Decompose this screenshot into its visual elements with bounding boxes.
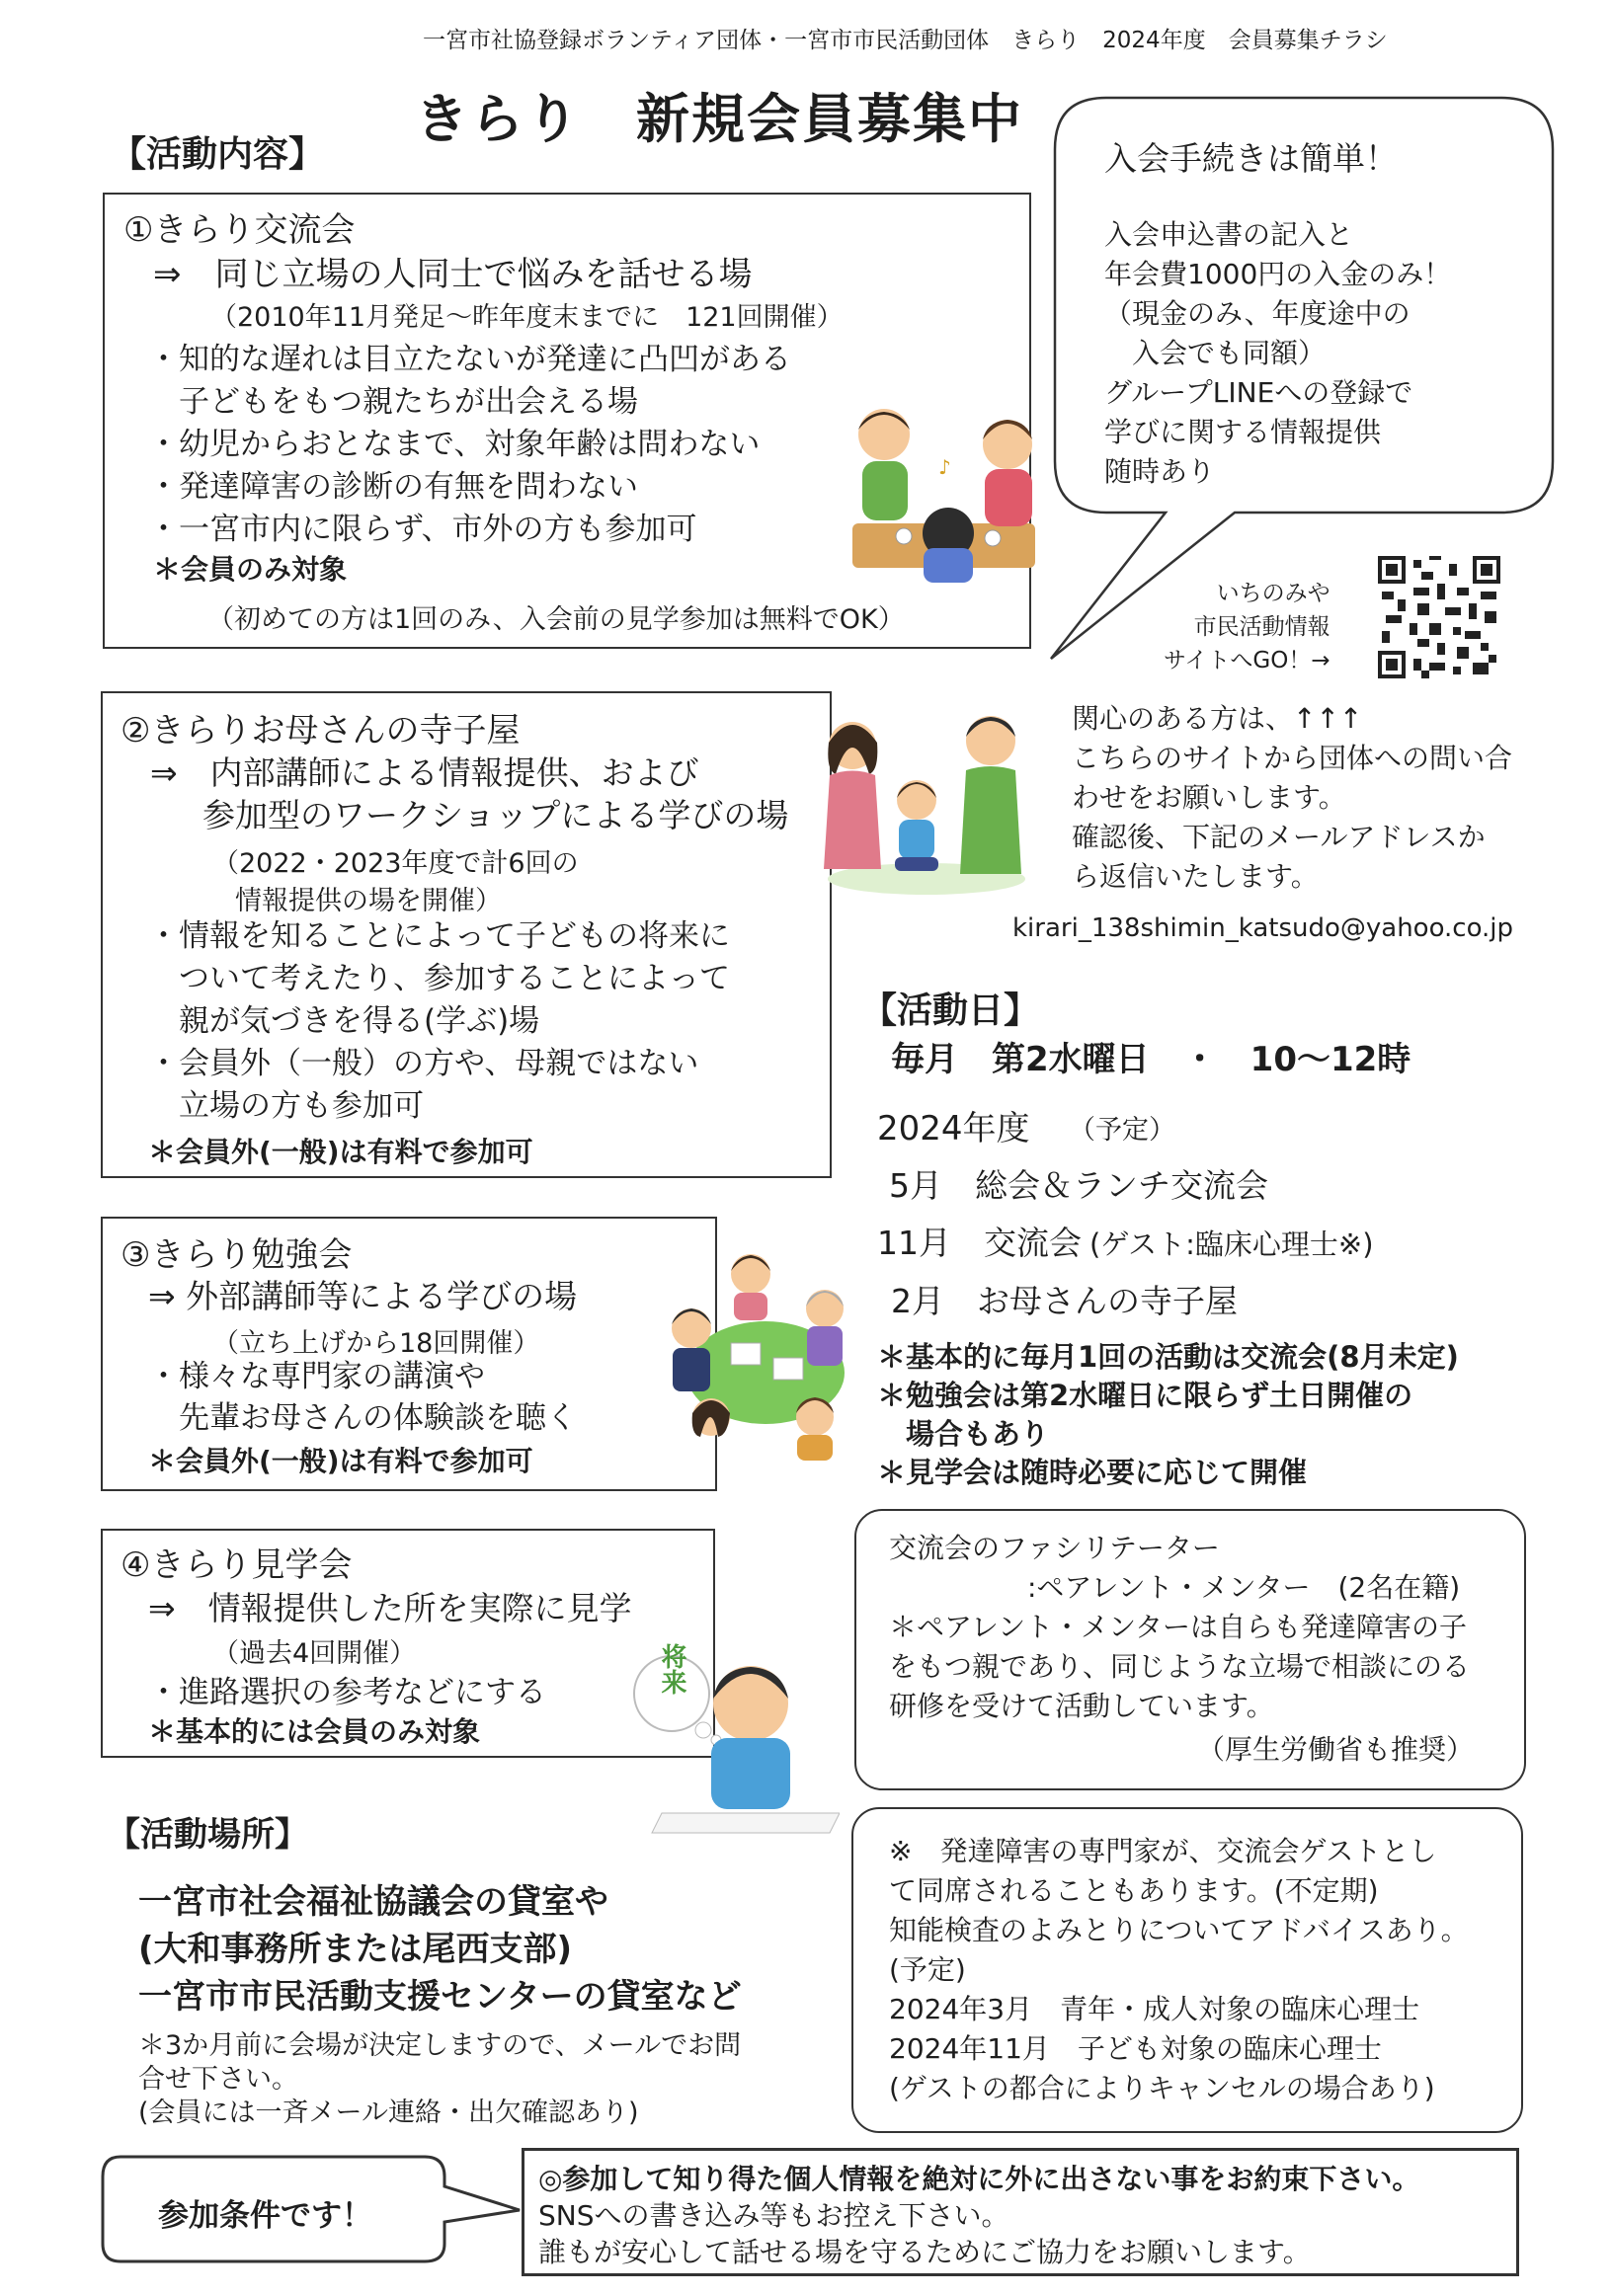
- guest-lines: [889, 1832, 1469, 2108]
- guest-line: (ゲストの都合によりキャンセルの場合あり): [889, 2072, 1435, 2104]
- schedule-year: 2024年度: [877, 1109, 1030, 1148]
- contact-line: こちらのサイトから団体への問い合: [1072, 742, 1513, 774]
- contact-line: 確認後、下記のメールアドレスか: [1072, 821, 1486, 853]
- activity-3-line: ・様々な専門家の講演や: [148, 1359, 485, 1394]
- activity-2-line: ・会員外（一般）の方や、母親ではない: [148, 1046, 699, 1081]
- qr-caption-line: いちのみや: [1216, 581, 1330, 606]
- activity-2-line: 立場の方も参加可: [148, 1088, 424, 1124]
- speech-line: 入会申込書の記入と: [1104, 218, 1354, 251]
- venue-notes: [138, 2029, 741, 2130]
- conditions-line-2: SNSへの書き込み等もお控え下さい。: [538, 2199, 1009, 2232]
- activity-4-sub: （過去4回開催）: [212, 1638, 417, 1669]
- schedule-note: 場合もあり: [877, 1417, 1050, 1451]
- activity-2-title: ②きらりお母さんの寺子屋: [121, 711, 521, 751]
- schedule-year-note: （予定）: [1069, 1115, 1175, 1146]
- activity-3-arrow: ⇒ 外部講師等による学びの場: [148, 1277, 578, 1315]
- schedule-item-nov: 11月 交流会: [877, 1224, 1082, 1262]
- activity-2-sub-1: （2022・2023年度で計6回の: [212, 848, 579, 879]
- schedule-guest-note: (ゲスト:臨床心理士※): [1089, 1227, 1374, 1261]
- activity-2-note: ＊会員外(一般)は有料で参加可: [148, 1136, 533, 1168]
- schedule-note: ＊勉強会は第2水曜日に限らず土日開催の: [877, 1379, 1413, 1412]
- activity-1-arrow: ⇒ 同じ立場の人同士で悩みを話せる場: [153, 255, 753, 294]
- venue-note: 合せ下さい。: [138, 2064, 298, 2095]
- qr-caption: [1164, 577, 1330, 677]
- activity-2-arrow-2: 参加型のワークショップによる学びの場: [202, 796, 789, 834]
- activity-1-line: （2010年11月発足～昨年度末までに 121回開催）: [210, 302, 844, 333]
- contact-line: わせをお願いします。: [1072, 781, 1346, 814]
- contact-email[interactable]: kirari_138shimin_katsudo@yahoo.co.jp: [1012, 913, 1514, 943]
- facilitator-line: :ペアレント・メンター (2名在籍): [889, 1571, 1461, 1604]
- venue-lines: [138, 1878, 742, 2020]
- venue-note: (会員には一斉メール連絡・出欠確認あり): [138, 2098, 639, 2128]
- schedule-heading: 【活動日】: [861, 990, 1040, 1031]
- guest-line: 知能検査のよみとりについてアドバイスあり。: [889, 1914, 1469, 1946]
- schedule-note: ＊基本的に毎月1回の活動は交流会(8月未定): [877, 1340, 1459, 1374]
- venue-line: 一宮市社会福祉協議会の貸室や: [138, 1882, 608, 1922]
- venue-line: 一宮市市民活動支援センターの貸室など: [138, 1977, 742, 2017]
- guest-line: (予定): [889, 1953, 966, 1986]
- venue-line: (大和事務所または尾西支部): [138, 1930, 573, 1969]
- guest-line: 2024年3月 青年・成人対象の臨床心理士: [889, 1993, 1420, 2025]
- people-talking-illustration: [845, 400, 1047, 583]
- speech-line: 随時あり: [1104, 455, 1216, 488]
- activity-1-lines: [148, 296, 844, 551]
- speech-line: （現金のみ、年度途中の: [1104, 297, 1410, 330]
- facilitator-line: をもつ親であり、同じような立場で相談にのる: [889, 1650, 1471, 1683]
- conditions-line-3: 誰もが安心して話せる場を守るためにご協力をお願いします。: [538, 2236, 1311, 2268]
- activity-4-line: ・進路選択の参考などにする: [148, 1675, 546, 1710]
- activity-3-sub: （立ち上げから18回開催）: [212, 1328, 540, 1359]
- future-bubble-text: 将来: [657, 1643, 686, 1695]
- activity-2-line: 親が気づきを得る(学ぶ)場: [148, 1003, 540, 1039]
- family-sitting-illustration: [818, 701, 1030, 899]
- activity-1-line: ・一宮市内に限らず、市外の方も参加可: [148, 512, 697, 547]
- activity-4-arrow: ⇒ 情報提供した所を実際に見学: [148, 1589, 632, 1627]
- qr-code-icon[interactable]: [1378, 556, 1500, 678]
- activity-1-line: ・知的な遅れは目立たないが発達に凸凹がある: [148, 342, 791, 377]
- activity-1-sub: （初めての方は1回のみ、入会前の見学参加は無料でOK）: [207, 604, 905, 635]
- venue-note: ＊3か月前に会場が決定しますので、メールでお問: [138, 2030, 742, 2061]
- schedule-notes: [877, 1338, 1459, 1492]
- speech-line: 入会でも同額）: [1104, 337, 1327, 369]
- activity-4-note: ＊基本的には会員のみ対象: [148, 1715, 481, 1748]
- top-line: 一宮市社協登録ボランティア団体・一宮市市民活動団体 きらり 2024年度 会員募集チラシ: [423, 28, 1388, 53]
- contact-line: 関心のある方は、↑↑↑: [1072, 702, 1363, 735]
- facilitator-line: 交流会のファシリテーター: [889, 1532, 1220, 1564]
- activity-3-title: ③きらり勉強会: [121, 1235, 353, 1275]
- activity-2-sub-2: 情報提供の場を開催）: [235, 886, 502, 916]
- guest-line: て同席されることもあります。(不定期): [889, 1874, 1379, 1907]
- thinking-person-illustration: [632, 1639, 840, 1847]
- speech-line: グループLINEへの登録で: [1104, 376, 1413, 409]
- study-group-illustration: [657, 1249, 864, 1462]
- speech-line: 年会費1000円の入金のみ！: [1104, 258, 1452, 290]
- activity-1-note: ＊会員のみ対象: [153, 553, 348, 586]
- speech-line: 学びに関する情報提供: [1104, 416, 1382, 448]
- activity-2-line: ・情報を知ることによって子どもの将来に: [148, 918, 730, 954]
- activity-3-line: 先輩お母さんの体験談を聴く: [148, 1400, 577, 1436]
- contact-text: [1072, 699, 1512, 897]
- schedule-main: 毎月 第2水曜日 ・ 10～12時: [891, 1040, 1411, 1079]
- activity-1-line: ・幼児からおとなまで、対象年齢は問わない: [148, 427, 761, 462]
- venue-heading: 【活動場所】: [107, 1815, 308, 1855]
- activity-1-line: ・発達障害の診断の有無を問わない: [148, 469, 638, 505]
- svg-text:♪: ♪: [938, 455, 951, 479]
- activity-heading: 【活動内容】: [111, 134, 325, 175]
- guest-line: ※ 発達障害の専門家が、交流会ゲストとし: [889, 1835, 1437, 1867]
- conditions-line-1: ◎参加して知り得た個人情報を絶対に外に出さない事をお約束下さい。: [538, 2163, 1420, 2195]
- schedule-note: ＊見学会は随時必要に応じて開催: [877, 1456, 1308, 1489]
- activity-1-title: ①きらり交流会: [123, 210, 356, 250]
- activity-2-line: ついて考えたり、参加することによって: [148, 961, 730, 996]
- qr-caption-line: サイトへGO！→: [1164, 648, 1330, 673]
- facilitator-last: （厚生労働省も推奨）: [1197, 1733, 1475, 1766]
- activity-1-line: 子どもをもつ親たちが出会える場: [148, 384, 638, 420]
- activity-4-title: ④きらり見学会: [121, 1545, 353, 1585]
- contact-line: ら返信いたします。: [1072, 860, 1319, 893]
- facilitator-line: ＊ペアレント・メンターは自らも発達障害の子: [889, 1611, 1468, 1643]
- activity-3-lines: [148, 1356, 577, 1439]
- activity-3-note: ＊会員外(一般)は有料で参加可: [148, 1445, 533, 1477]
- guest-line: 2024年11月 子ども対象の臨床心理士: [889, 2032, 1382, 2065]
- conditions-label: 参加条件です！: [158, 2198, 372, 2234]
- facilitator-line: 研修を受けて活動しています。: [889, 1690, 1274, 1722]
- schedule-item-feb: 2月 お母さんの寺子屋: [891, 1282, 1238, 1320]
- schedule-item-may: 5月 総会＆ランチ交流会: [889, 1166, 1268, 1205]
- speech-title: 入会手続きは簡単！: [1104, 139, 1398, 178]
- facilitator-lines: [889, 1529, 1470, 1726]
- speech-lines: [1104, 215, 1451, 492]
- activity-2-lines: [148, 915, 730, 1128]
- qr-caption-line: 市民活動情報: [1193, 614, 1330, 640]
- main-title: きらり 新規会員募集中: [415, 88, 1023, 150]
- activity-2-arrow-1: ⇒ 内部講師による情報提供、および: [150, 753, 699, 792]
